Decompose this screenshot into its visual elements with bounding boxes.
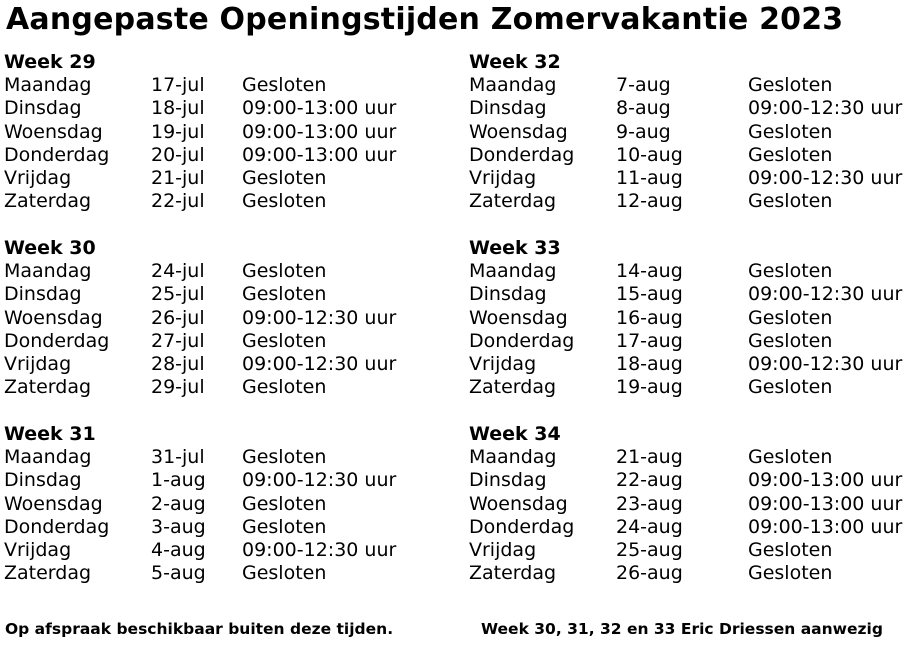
schedule-date: 25-aug: [616, 539, 683, 562]
schedule-hours: Gesloten: [748, 446, 833, 468]
schedule-day: Maandag: [469, 74, 557, 96]
schedule-row: [4, 469, 454, 492]
schedule-day: Woensdag: [4, 306, 103, 329]
schedule-hours: Gesloten: [242, 260, 327, 282]
schedule-row: [4, 539, 454, 562]
schedule-date: 27-jul: [151, 329, 205, 352]
schedule-date: 2-aug: [151, 492, 206, 515]
schedule-date: 23-aug: [616, 492, 683, 515]
schedule-row: [469, 469, 915, 492]
schedule-row: [4, 446, 454, 469]
schedule-date: 18-jul: [151, 97, 205, 120]
week-block: [469, 50, 915, 214]
schedule-date: 19-jul: [151, 120, 205, 143]
schedule-hours: Gesloten: [748, 190, 833, 213]
week-label: Week 30: [4, 237, 96, 259]
schedule-date: 25-jul: [151, 283, 205, 306]
schedule-date: 4-aug: [151, 539, 206, 562]
schedule-date: 29-jul: [151, 376, 205, 399]
schedule-row: [4, 516, 454, 539]
schedule-hours: Gesloten: [242, 74, 327, 96]
schedule-date: 22-aug: [616, 469, 683, 492]
schedule-row: [469, 283, 915, 306]
schedule-hours: Gesloten: [748, 329, 833, 352]
schedule-day: Donderdag: [469, 329, 575, 352]
schedule-date: 17-aug: [616, 329, 683, 352]
schedule-hours: Gesloten: [242, 190, 327, 213]
schedule-day: Woensdag: [469, 120, 568, 143]
week-label: Week 34: [469, 423, 561, 445]
schedule-row: [4, 260, 454, 283]
schedule-hours: Gesloten: [242, 329, 327, 352]
schedule-row: [4, 144, 454, 167]
schedule-hours: 09:00-12:30 uur: [748, 97, 903, 120]
schedule-hours: Gesloten: [242, 515, 327, 538]
schedule-day: Donderdag: [469, 143, 575, 166]
schedule-row: [469, 144, 915, 167]
schedule-day: Maandag: [4, 74, 92, 96]
week-block: [4, 50, 454, 214]
schedule-day: Dinsdag: [469, 283, 547, 306]
schedule-hours: 09:00-13:00 uur: [748, 515, 903, 538]
page-title: Aangepaste Openingstijden Zomervakantie 2023: [6, 2, 844, 37]
schedule-day: Zaterdag: [469, 562, 557, 585]
schedule-row: [469, 307, 915, 330]
week-label: Week 31: [4, 423, 96, 445]
schedule-date: 9-aug: [616, 120, 671, 143]
schedule-date: 5-aug: [151, 562, 206, 585]
schedule-date: 20-jul: [151, 143, 205, 166]
schedule-hours: 09:00-13:00 uur: [242, 120, 397, 143]
schedule-day: Maandag: [469, 260, 557, 282]
schedule-row: [4, 121, 454, 144]
schedule-row: [4, 493, 454, 516]
schedule-date: 1-aug: [151, 469, 206, 492]
schedule-row: [469, 353, 915, 376]
schedule-row: [4, 376, 454, 399]
footer-staff-note: Week 30, 31, 32 en 33 Eric Driessen aanwezig: [481, 620, 883, 638]
schedule-date: 7-aug: [616, 74, 671, 96]
schedule-day: Dinsdag: [4, 469, 82, 492]
schedule-day: Donderdag: [4, 329, 110, 352]
schedule-row: [469, 97, 915, 120]
schedule-date: 3-aug: [151, 515, 206, 538]
schedule-day: Zaterdag: [4, 190, 92, 213]
schedule-day: Woensdag: [4, 120, 103, 143]
schedule-row: [469, 190, 915, 213]
schedule-date: 24-jul: [151, 260, 205, 282]
schedule-hours: 09:00-12:30 uur: [748, 353, 903, 376]
schedule-hours: 09:00-12:30 uur: [242, 306, 397, 329]
week-label: Week 33: [469, 237, 561, 259]
schedule-row: [4, 562, 454, 585]
schedule-hours: Gesloten: [242, 492, 327, 515]
schedule-day: Vrijdag: [469, 353, 537, 376]
schedule-day: Dinsdag: [469, 469, 547, 492]
schedule-day: Donderdag: [4, 515, 110, 538]
schedule-day: Maandag: [4, 446, 92, 468]
schedule-date: 21-jul: [151, 167, 205, 190]
schedule-date: 15-aug: [616, 283, 683, 306]
schedule-date: 18-aug: [616, 353, 683, 376]
schedule-date: 21-aug: [616, 446, 683, 468]
schedule-hours: 09:00-13:00 uur: [748, 469, 903, 492]
schedule-row: [4, 353, 454, 376]
schedule-day: Vrijdag: [4, 539, 72, 562]
schedule-hours: 09:00-12:30 uur: [242, 469, 397, 492]
schedule-hours: 09:00-12:30 uur: [748, 283, 903, 306]
schedule-date: 12-aug: [616, 190, 683, 213]
schedule-date: 28-jul: [151, 353, 205, 376]
schedule-hours: Gesloten: [242, 562, 327, 585]
schedule-date: 31-jul: [151, 446, 205, 468]
schedule-row: [469, 330, 915, 353]
week-label: Week 32: [469, 51, 561, 73]
schedule-day: Vrijdag: [4, 353, 72, 376]
schedule-day: Vrijdag: [4, 167, 72, 190]
schedule-hours: Gesloten: [748, 539, 833, 562]
week-block: [4, 422, 454, 586]
schedule-row: [469, 121, 915, 144]
schedule-day: Vrijdag: [469, 167, 537, 190]
week-block: [4, 236, 454, 400]
footer-availability-note: Op afspraak beschikbaar buiten deze tijden.: [5, 620, 394, 638]
schedule-row: [469, 562, 915, 585]
schedule-hours: 09:00-13:00 uur: [242, 97, 397, 120]
schedule-date: 8-aug: [616, 97, 671, 120]
schedule-date: 26-aug: [616, 562, 683, 585]
schedule-row: [469, 167, 915, 190]
schedule-date: 22-jul: [151, 190, 205, 213]
schedule-day: Woensdag: [4, 492, 103, 515]
schedule-row: [469, 446, 915, 469]
schedule-row: [469, 74, 915, 97]
schedule-date: 19-aug: [616, 376, 683, 399]
schedule-hours: Gesloten: [748, 74, 833, 96]
schedule-row: [469, 260, 915, 283]
schedule-row: [469, 376, 915, 399]
schedule-hours: 09:00-12:30 uur: [242, 353, 397, 376]
schedule-day: Woensdag: [469, 306, 568, 329]
schedule-row: [4, 283, 454, 306]
schedule-day: Donderdag: [469, 515, 575, 538]
schedule-hours: Gesloten: [748, 120, 833, 143]
week-block: [469, 236, 915, 400]
schedule-day: Vrijdag: [469, 539, 537, 562]
schedule-hours: Gesloten: [748, 376, 833, 399]
schedule-day: Dinsdag: [4, 283, 82, 306]
schedule-hours: Gesloten: [748, 306, 833, 329]
schedule-day: Zaterdag: [4, 376, 92, 399]
schedule-date: 10-aug: [616, 143, 683, 166]
schedule-day: Zaterdag: [469, 376, 557, 399]
schedule-date: 14-aug: [616, 260, 683, 282]
schedule-row: [4, 190, 454, 213]
schedule-hours: 09:00-12:30 uur: [748, 167, 903, 190]
schedule-row: [469, 516, 915, 539]
schedule-hours: Gesloten: [748, 260, 833, 282]
schedule-date: 26-jul: [151, 306, 205, 329]
schedule-hours: 09:00-13:00 uur: [242, 143, 397, 166]
schedule-day: Maandag: [469, 446, 557, 468]
schedule-hours: Gesloten: [242, 283, 327, 306]
schedule-day: Donderdag: [4, 143, 110, 166]
schedule-hours: Gesloten: [242, 446, 327, 468]
schedule-row: [4, 74, 454, 97]
schedule-date: 11-aug: [616, 167, 683, 190]
schedule-hours: 09:00-12:30 uur: [242, 539, 397, 562]
schedule-row: [469, 493, 915, 516]
schedule-hours: Gesloten: [242, 376, 327, 399]
schedule-hours: Gesloten: [242, 167, 327, 190]
schedule-date: 17-jul: [151, 74, 205, 96]
schedule-row: [4, 330, 454, 353]
schedule-day: Maandag: [4, 260, 92, 282]
schedule-date: 24-aug: [616, 515, 683, 538]
schedule-day: Zaterdag: [469, 190, 557, 213]
schedule-day: Dinsdag: [4, 97, 82, 120]
schedule-row: [4, 307, 454, 330]
schedule-date: 16-aug: [616, 306, 683, 329]
schedule-day: Woensdag: [469, 492, 568, 515]
schedule-hours: 09:00-13:00 uur: [748, 492, 903, 515]
schedule-row: [469, 539, 915, 562]
schedule-hours: Gesloten: [748, 143, 833, 166]
week-label: Week 29: [4, 51, 96, 73]
schedule-day: Dinsdag: [469, 97, 547, 120]
schedule-day: Zaterdag: [4, 562, 92, 585]
schedule-row: [4, 97, 454, 120]
schedule-row: [4, 167, 454, 190]
schedule-hours: Gesloten: [748, 562, 833, 585]
week-block: [469, 422, 915, 586]
